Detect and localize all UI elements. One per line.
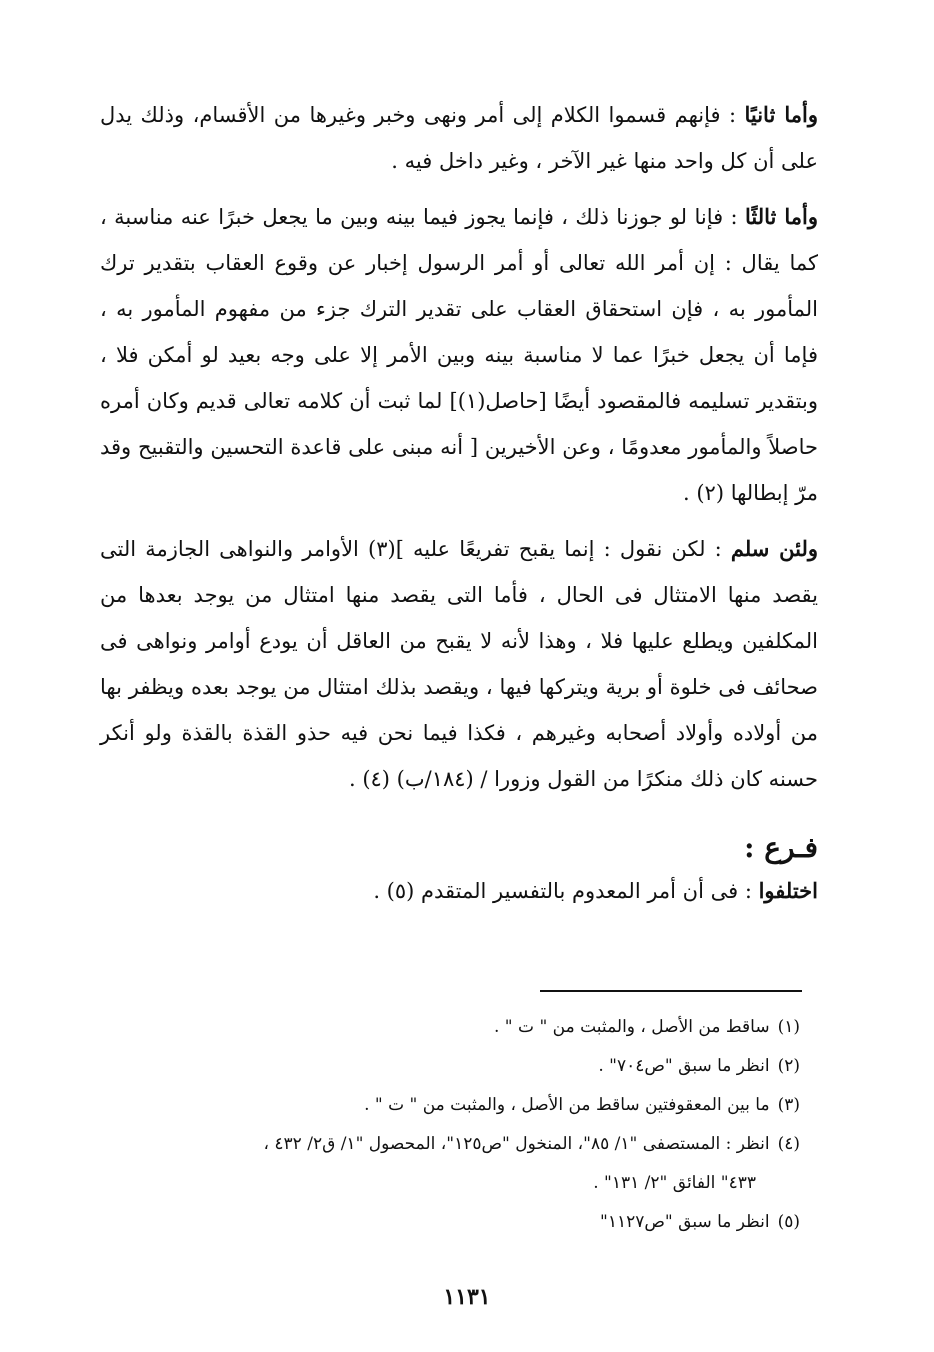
footnote-text: انظر ما سبق "ص٧٠٤" . xyxy=(598,1056,770,1076)
paragraph-second xyxy=(100,92,818,184)
section-text: : فى أن أمر المعدوم بالتفسير المتقدم (٥) . xyxy=(373,879,759,903)
footnote-number: (٥) xyxy=(777,1212,800,1232)
footnote-number: (٢) xyxy=(777,1056,800,1076)
footnotes xyxy=(100,1008,800,1242)
footnote-number: (٣) xyxy=(777,1095,800,1115)
footnote-text: ما بين المعقوفتين ساقط من الأصل ، والمثبت من " ت " . xyxy=(364,1095,770,1115)
main-text xyxy=(100,92,818,914)
footnote-item xyxy=(100,1008,800,1047)
footnote-item xyxy=(100,1047,800,1086)
footnote-item xyxy=(100,1086,800,1125)
section-heading: فـرع : xyxy=(744,831,818,864)
footnote-item xyxy=(100,1203,800,1242)
paragraph-lead: وأما ثالثًا xyxy=(744,204,818,229)
paragraph-text: : فإنهم قسموا الكلام إلى أمر ونهى وخبر وغيرها من الأقسام، وذلك يدل على أن كل واحد منها غير الآخر ، وغير داخل فيه . xyxy=(100,103,818,173)
footnote-continuation: ٤٣٣" الفائق "٢/ ١٣١" . xyxy=(593,1173,756,1193)
paragraph-text: : فإنا لو جوزنا ذلك ، فإنما يجوز فيما بينه وبين ما يجعل خبرًا عنه مناسبة ، كما يقال : إن أمر الله تعالى أو أمر الرسول إخبار عن وقوع العقاب بتقدير ترك المأمور به ، فإن استحقاق العقاب على تقدير الترك جزء من مفهوم المأمور به ، فإما أن يجعل خبرًا عما لا مناسبة بينه وبين الأمر إلا على وجه بعيد لو أمكن فلا ، وبتقدير تسليمه فالمقصود أيضًا [حاصل(١)] لما ثبت أن كلامه تعالى قديم وكان أمره حاصلاً والمأمور معدومًا ، وعن الأخيرين [ أنه مبنى على قاعدة التحسين والتقبيح وقد مرّ إبطالها (٢) . xyxy=(100,205,819,505)
footnote-divider xyxy=(540,990,802,992)
section-lead: اختلفوا xyxy=(758,878,818,903)
footnote-number: (٤) xyxy=(777,1134,800,1154)
section-line xyxy=(100,868,818,914)
footnote-text: انظر ما سبق "ص١١٢٧" xyxy=(600,1212,770,1232)
footnote-text: انظر : المستصفى "١/ ٨٥"، المنخول "ص١٢٥"، المحصول "١/ ق٢/ ٤٣٢ ، xyxy=(263,1134,770,1154)
page-number: ١١٣١ xyxy=(443,1284,491,1310)
paragraph-lead: ولئن سلم xyxy=(730,536,818,561)
paragraph-lead: وأما ثانيًا xyxy=(744,102,818,127)
footnote-text: ساقط من الأصل ، والمثبت من " ت " . xyxy=(494,1017,770,1037)
footnote-item xyxy=(100,1125,800,1203)
paragraph-concession xyxy=(100,526,818,802)
paragraph-third xyxy=(100,194,818,516)
footnote-number: (١) xyxy=(777,1017,800,1037)
paragraph-text: : لكن نقول : إنما يقبح تفريعًا عليه ](٣) الأوامر والنواهى الجازمة التى يقصد منها الامتثال فى الحال ، فأما التى يقصد منها امتثال من يوجد بعدها من المكلفين ويطلع عليها فلا ، وهذا لأنه لا يقبح من العاقل أن يودع أوامر ونواهى فى صحائف فى خلوة أو برية ويتركها فيها ، ويقصد بذلك امتثال من يوجد بعده ويظفر بها من أولاده وأولاد أصحابه وغيرهم ، فكذا فيما نحن فيه حذو القذة بالقذة ولو أنكر حسنه كان ذلك منكرًا من القول وزورا / (١٨٤/ب) (٤) . xyxy=(100,537,818,791)
